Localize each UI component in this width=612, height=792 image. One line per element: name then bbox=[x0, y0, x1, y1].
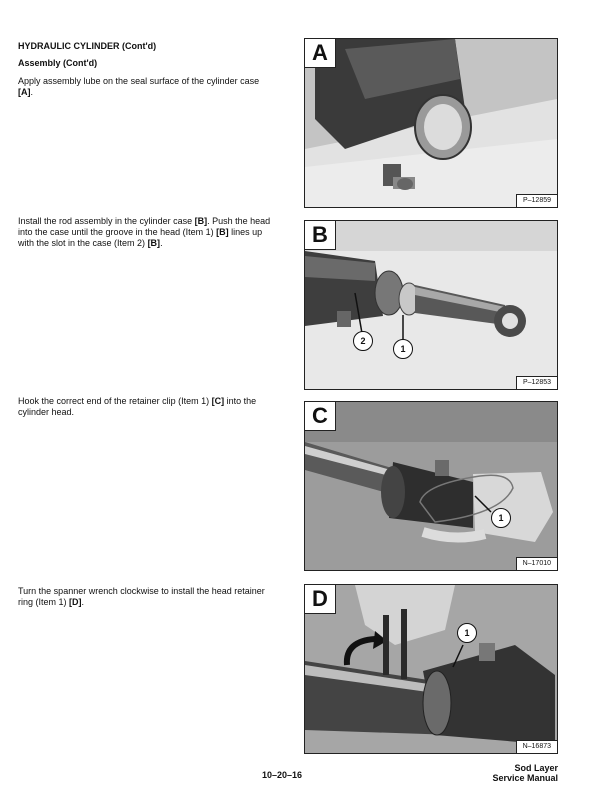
figure-d-photo bbox=[305, 585, 557, 753]
figure-label: B bbox=[305, 221, 336, 250]
figure-ref: [C] bbox=[211, 396, 225, 406]
step-b-text: Install the rod assembly in the cylinder case [B]. Push the head into the case until the groove in the head (Item 1) [B] lines up with the slot in the case (Item 2) [B]. bbox=[18, 216, 271, 248]
manual-title-line2: Service Manual bbox=[492, 773, 558, 783]
manual-title-line1: Sod Layer bbox=[514, 763, 558, 773]
step-c-text: Hook the correct end of the retainer clip (Item 1) [C] into the cylinder head. bbox=[18, 396, 257, 417]
figure-ref: [B] bbox=[216, 227, 229, 237]
figure-ref: [B] bbox=[147, 238, 161, 248]
figure-c-photo bbox=[305, 402, 557, 570]
figure-code: N–16873 bbox=[516, 740, 557, 753]
figure-code: N–17010 bbox=[516, 557, 557, 570]
figure-code: P–12853 bbox=[516, 376, 557, 389]
callout-item-1: 1 bbox=[457, 623, 477, 643]
figure-a bbox=[304, 38, 558, 208]
callout-item-1: 1 bbox=[491, 508, 511, 528]
figure-c bbox=[304, 401, 558, 571]
callout-item-2: 2 bbox=[353, 331, 373, 351]
figure-b-photo bbox=[305, 221, 557, 389]
figure-label: A bbox=[305, 39, 336, 68]
figure-code: P–12859 bbox=[516, 194, 557, 207]
page-number: 10–20–16 bbox=[262, 770, 303, 780]
figure-label: D bbox=[305, 585, 336, 614]
figure-b bbox=[304, 220, 558, 390]
section-subheading: Assembly (Cont'd) bbox=[18, 58, 98, 68]
figure-ref: [B] bbox=[194, 216, 208, 226]
step-d-text: Turn the spanner wrench clockwise to install the head retainer ring (Item 1) [D]. bbox=[18, 586, 265, 607]
section-heading: HYDRAULIC CYLINDER (Cont'd) bbox=[18, 41, 157, 51]
step-a-text: Apply assembly lube on the seal surface of the cylinder case [A]. bbox=[18, 76, 260, 97]
figure-label: C bbox=[305, 402, 336, 431]
figure-ref: [D] bbox=[69, 597, 82, 607]
figure-ref: [A] bbox=[18, 87, 31, 97]
figure-d bbox=[304, 584, 558, 754]
callout-item-1: 1 bbox=[393, 339, 413, 359]
figure-a-photo bbox=[305, 39, 557, 207]
manual-title bbox=[492, 763, 558, 783]
